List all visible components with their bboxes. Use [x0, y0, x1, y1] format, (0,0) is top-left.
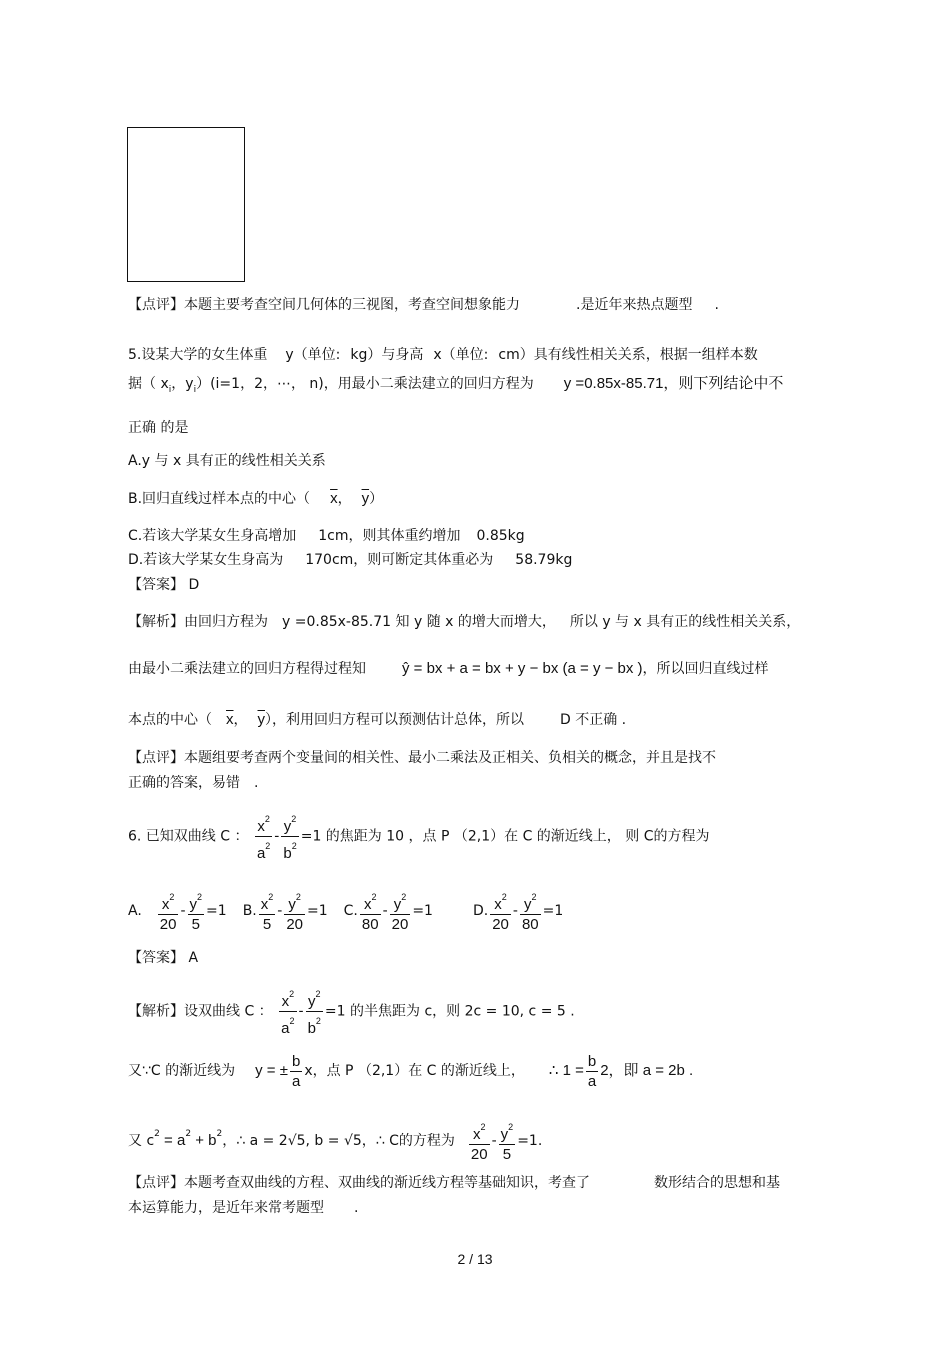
q5-option-c: C.若该大学某女生身高增加 1cm，则其体重约增加 0.85kg: [128, 528, 525, 544]
q6-comment-2: 本运算能力，是近年来常考题型 .: [128, 1200, 359, 1216]
comment-1: 【点评】本题主要考查空间几何体的三视图，考查空间想象能力 .是近年来热点题型 .: [128, 297, 719, 313]
q6-option-b: B. $\frac{x^2}{5}$ - $\frac{y^2}{20}$ =1: [243, 903, 328, 919]
fraction-y2-b2: $\frac{y^2}{b^2}$: [281, 810, 298, 863]
q5-line2: 据（ $x_i$，$y_i)(i=1$，2，⋯， n)，用最小二乘法建立的回归方程为 y =0.85x-85.71，则下列结论中不: [128, 375, 784, 395]
q6-option-c: C. $\frac{x^2}{80}$ - $\frac{y^2}{20}$ =1: [344, 903, 433, 919]
q6-analysis-2: 又∵C 的渐近线为 y = ± $\frac{b}{a}$ x，点 P （2,1）在 C 的渐近线上， ∴ 1 = $\frac{b}{a}$ 2，即 a = 2b .: [128, 1052, 694, 1090]
q5-comment-1: 【点评】本题组要考查两个变量间的相关性、最小二乘法及正相关、负相关的概念，并且是找不: [128, 750, 716, 766]
page-number: 2 / 13: [457, 1251, 493, 1267]
q5-analysis-2: 由最小二乘法建立的回归方程得过程知 ŷ = bx + a = bx + y − bx (a = y − bx )，所以回归直线过样: [128, 660, 769, 677]
q5-analysis-1: 【解析】由回归方程为 y =0.85x-85.71 知 y 随 x 的增大而增大， 所以 y 与 x 具有正的线性相关关系，: [128, 614, 801, 630]
q6-comment-1: 【点评】本题考查双曲线的方程、双曲线的渐近线方程等基础知识，考查了 数形结合的思想和基: [128, 1175, 780, 1191]
q6-option-a: A. $\frac{x^2}{20}$ - $\frac{y^2}{5}$ =1: [128, 903, 227, 919]
q6-options: [128, 886, 563, 936]
q5-comment-2: 正确的答案，易错 .: [128, 775, 259, 791]
regression-formula: ŷ = bx + a = bx + y − bx (a = y − bx ): [402, 660, 643, 677]
q5-option-d: D.若该大学某女生身高为 170cm，则可断定其体重必为 58.79kg: [128, 552, 573, 568]
fraction-x2-a2: $\frac{x^2}{a^2}$: [255, 810, 272, 863]
q6-option-d: D. $\frac{x^2}{20}$ - $\frac{y^2}{80}$ =1: [473, 903, 563, 919]
q6-answer: 【答案】 A: [128, 950, 199, 966]
q5-option-b: B.回归直线过样本点的中心（ $\overline{x}$， $\overline{y}$）: [128, 490, 384, 507]
q5-option-a: A.y 与 x 具有正的线性相关关系: [128, 453, 326, 469]
q5-answer: 【答案】 D: [128, 577, 200, 593]
q6-analysis-1: 【解析】设双曲线 C ： $\frac{x^2}{a^2}$ - $\frac{y^2}{b^2}$ =1 的半焦距为 c，则 2c = 10, c = 5 .: [128, 985, 575, 1038]
three-view-figure: [127, 127, 245, 282]
q5-line3: 正确 的是: [128, 420, 189, 436]
q5-line1: 5.设某大学的女生体重 y（单位: kg）与身高 x（单位: cm）具有线性相关关系，根据一组样本数: [128, 347, 758, 363]
q6-stem: 6. 已知双曲线 C ： $\frac{x^2}{a^2}$ - $\frac{y^2}{b^2}$ =1 的焦距为 10 ，点 P （2,1）在 C 的渐近线上， 则 C的方程为: [128, 810, 709, 863]
q6-analysis-3: 又 $c^2 = a^2 + b^2$，∴ a = 2√5, b = √5，∴ C的方程为 $\frac{x^2}{20}$ - $\frac{y^2}{5}$ =1.: [128, 1109, 542, 1166]
q5-analysis-3: 本点的中心（ $\overline{x}$， $\overline{y}$），利用回归方程可以预测估计总体，所以 D 不正确 .: [128, 711, 627, 728]
